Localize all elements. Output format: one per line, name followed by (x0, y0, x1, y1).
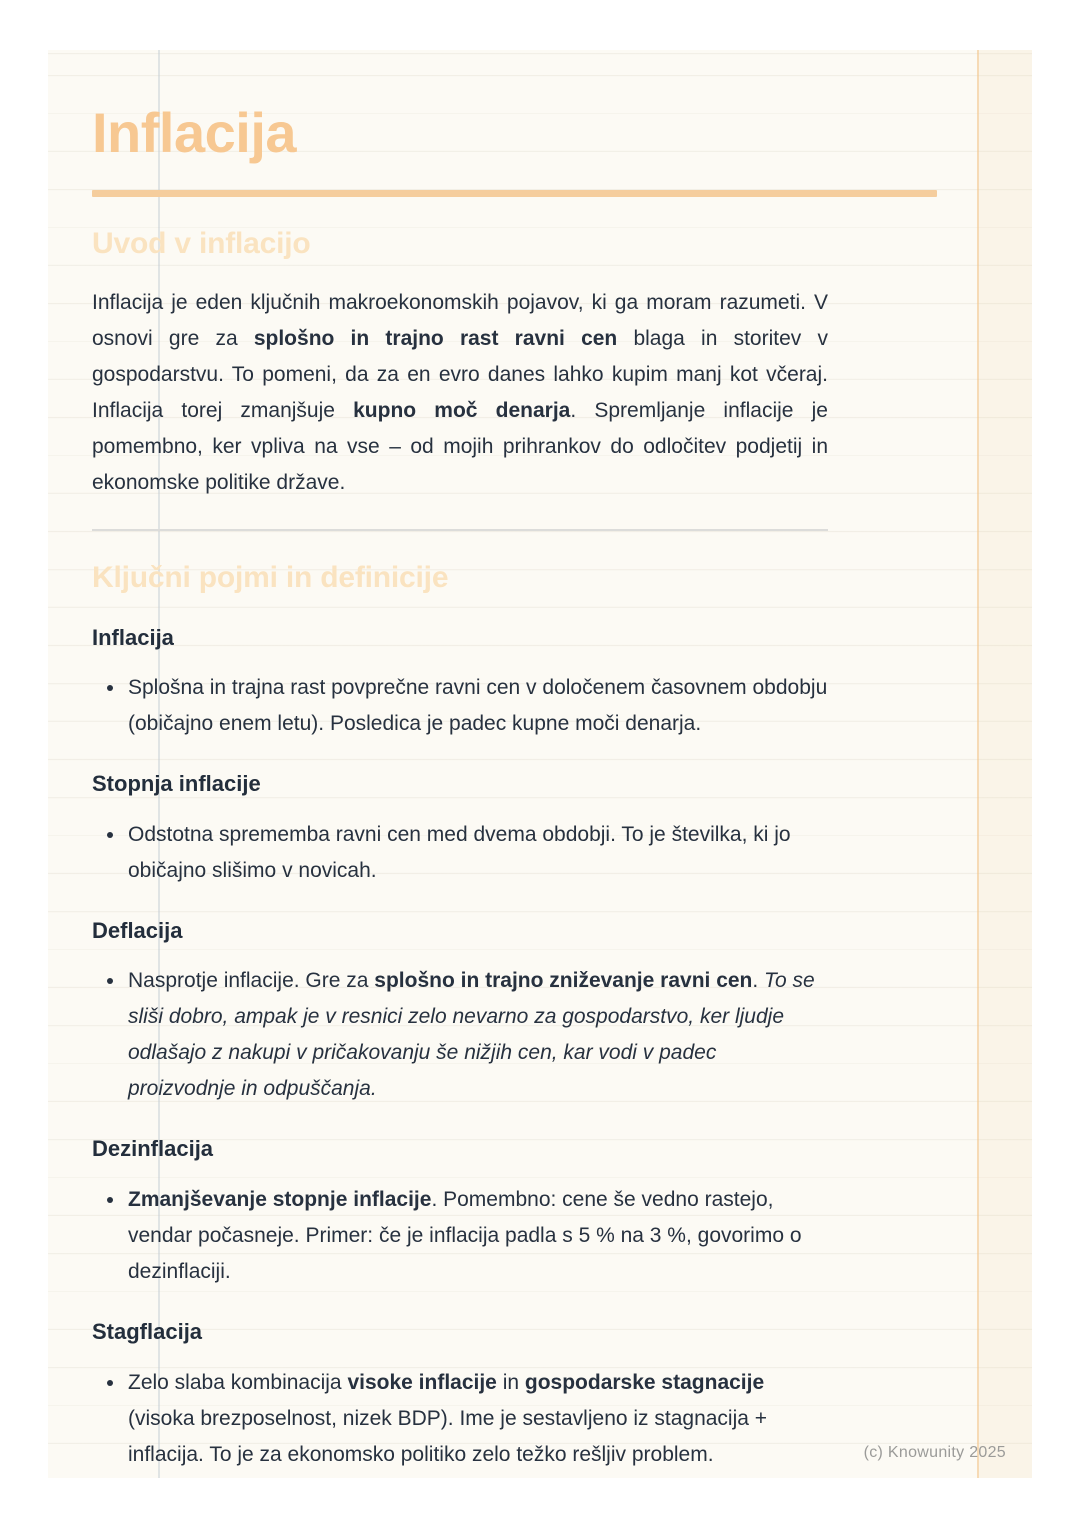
term-heading-dezinflacija: Dezinflacija (92, 1136, 214, 1162)
notebook-page (48, 50, 1032, 1478)
definition-bullet: • Odstotna sprememba ravni cen med dvema obdobji. To je številka, ki jo običajno slišimo v novicah. (126, 817, 828, 889)
definition-list-stagflacija (92, 1365, 828, 1473)
definition-bullet: • Splošna in trajna rast povprečne ravni cen v določenem časovnem obdobju (običajno enem letu). Posledica je padec kupne moči denarja. (126, 670, 828, 742)
title-underline (92, 190, 937, 197)
term-heading-stopnja-inflacije: Stopnja inflacije (92, 771, 261, 797)
notebook-right-rule-line (977, 50, 979, 1478)
definition-bullet: • Zmanjševanje stopnje inflacije. Pomembno: cene še vedno rastejo, vendar počasneje. Primer: če je inflacija padla s 5 % na 3 %, govorimo o dezinflaciji. (126, 1182, 828, 1290)
notebook-right-strip (979, 50, 1032, 1478)
definition-bullet: • Nasprotje inflacije. Gre za splošno in trajno zniževanje ravni cen. To se sliši dobro, ampak je v resnici zelo nevarno za gospodarstvo, ker ljudje odlašajo z nakupi v pričakovanju še nižjih cen, kar vodi v padec proizvodnje in odpuščanja. (126, 963, 828, 1107)
definition-bullet: • Zelo slaba kombinacija visoke inflacije in gospodarske stagnacije (visoka brezposelnost, nizek BDP). Ime je sestavljeno iz stagnacija + inflacija. To je za ekonomsko politiko zelo težko rešljiv problem. (126, 1365, 828, 1473)
definition-list-inflacija (92, 670, 828, 742)
document-content (92, 102, 828, 1473)
page-title: Inflacija (92, 101, 297, 164)
section-heading-intro: Uvod v inflacijo (92, 226, 311, 260)
footer-credit: (c) Knowunity 2025 (863, 1444, 1006, 1461)
term-heading-stagflacija: Stagflacija (92, 1318, 203, 1344)
intro-paragraph: Inflacija je eden ključnih makroekonomskih pojavov, ki ga moram razumeti. V osnovi gre za splošno in trajno rast ravni cen blaga in storitev v gospodarstvu. To pomeni, da za en evro danes lahko kupim manj kot včeraj. Inflacija torej zmanjšuje kupno moč denarja. Spremljanje inflacije je pomembno, ker vpliva na vse – od mojih prihrankov do odločitev podjetij in ekonomske politike države. (92, 291, 828, 495)
definition-list-dezinflacija (92, 1182, 828, 1290)
definition-list-deflacija (92, 963, 828, 1107)
term-heading-inflacija: Inflacija (92, 624, 174, 650)
definition-list-stopnja-inflacije (92, 817, 828, 889)
section-divider (92, 529, 828, 531)
section-heading-key-terms: Ključni pojmi in definicije (92, 561, 449, 595)
term-heading-deflacija: Deflacija (92, 917, 183, 943)
